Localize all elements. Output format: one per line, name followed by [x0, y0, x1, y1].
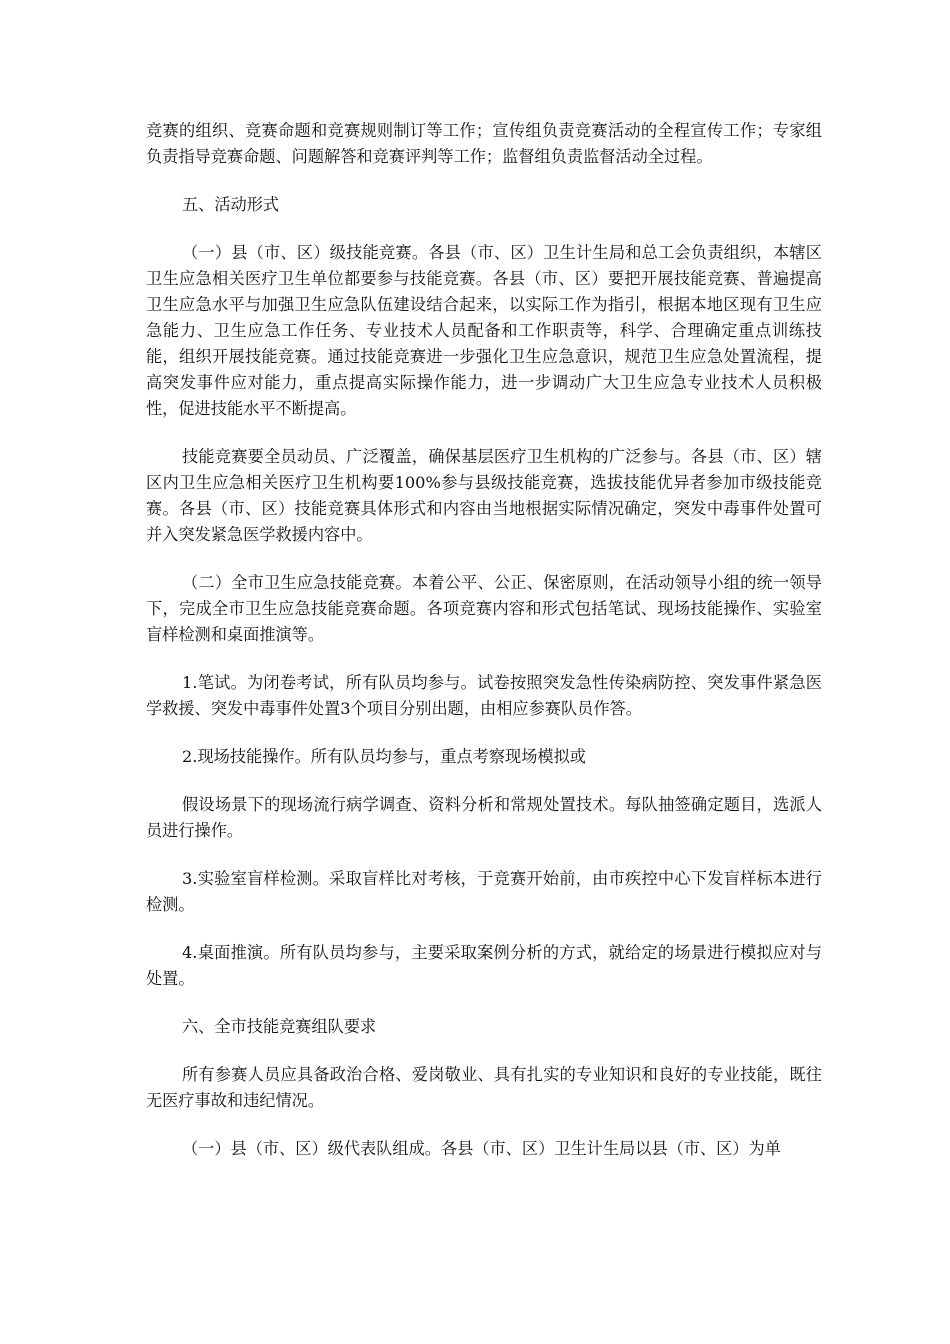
paragraph-county-competition: （一）县（市、区）级技能竞赛。各县（市、区）卫生计生局和总工会负责组织，本辖区卫生应急相关医疗卫生单位都要参与技能竞赛。各县（市、区）要把开展技能竞赛、普遍提高卫生应急水平与加强卫生应急队伍建设结合起来，以实际工作为指引，根据本地区现有卫生应急能力、卫生应急工作任务、专业技术人员配备和工作职责等，科学、合理确定重点训练技能，组织开展技能竞赛。通过技能竞赛进一步强化卫生应急意识，规范卫生应急处置流程，提高突发事件应对能力，重点提高实际操作能力，进一步调动广大卫生应急专业技术人员积极性，促进技能水平不断提高。	[146, 243, 822, 418]
paragraph-participant-qualifications: 所有参赛人员应具备政治合格、爱岗敬业、具有扎实的专业知识和良好的专业技能，既往无医疗事故和违纪情况。	[146, 1065, 822, 1110]
paragraph-county-team-composition: （一）县（市、区）级代表队组成。各县（市、区）卫生计生局以县（市、区）为单	[182, 1139, 781, 1158]
section-heading-team-requirements: 六、全市技能竞赛组队要求	[182, 1017, 377, 1036]
paragraph-city-competition: （二）全市卫生应急技能竞赛。本着公平、公正、保密原则，在活动领导小组的统一领导下，完成全市卫生应急技能竞赛命题。各项竞赛内容和形式包括笔试、现场技能操作、实验室盲样检测和桌面推演等。	[146, 573, 822, 644]
paragraph-blind-sample-test: 3.实验室盲样检测。采取盲样比对考核，于竞赛开始前，由市疾控中心下发盲样标本进行检测。	[146, 869, 822, 914]
paragraph-field-skill: 2.现场技能操作。所有队员均参与，重点考察现场模拟或	[182, 747, 586, 766]
paragraph-tabletop-exercise: 4.桌面推演。所有队员均参与，主要采取案例分析的方式，就给定的场景进行模拟应对与处置。	[146, 943, 822, 988]
document-body	[146, 118, 822, 1162]
paragraph-field-skill-continued: 假设场景下的现场流行病学调查、资料分析和常规处置技术。每队抽签确定题目，选派人员进行操作。	[146, 795, 822, 840]
paragraph-continuation-org-duties: 竞赛的组织、竞赛命题和竞赛规则制订等工作；宣传组负责竞赛活动的全程宣传工作；专家组负责指导竞赛命题、问题解答和竞赛评判等工作；监督组负责监督活动全过程。	[146, 121, 822, 166]
paragraph-written-exam: 1.笔试。为闭卷考试，所有队员均参与。试卷按照突发急性传染病防控、突发事件紧急医学救援、突发中毒事件处置3个项目分别出题，由相应参赛队员作答。	[146, 673, 822, 718]
paragraph-full-mobilization: 技能竞赛要全员动员、广泛覆盖，确保基层医疗卫生机构的广泛参与。各县（市、区）辖区内卫生应急相关医疗卫生机构要100%参与县级技能竞赛，选拔技能优异者参加市级技能竞赛。各县（市、区）技能竞赛具体形式和内容由当地根据实际情况确定，突发中毒事件处置可并入突发紧急医学救援内容中。	[146, 447, 822, 544]
section-heading-activity-form: 五、活动形式	[182, 195, 280, 214]
